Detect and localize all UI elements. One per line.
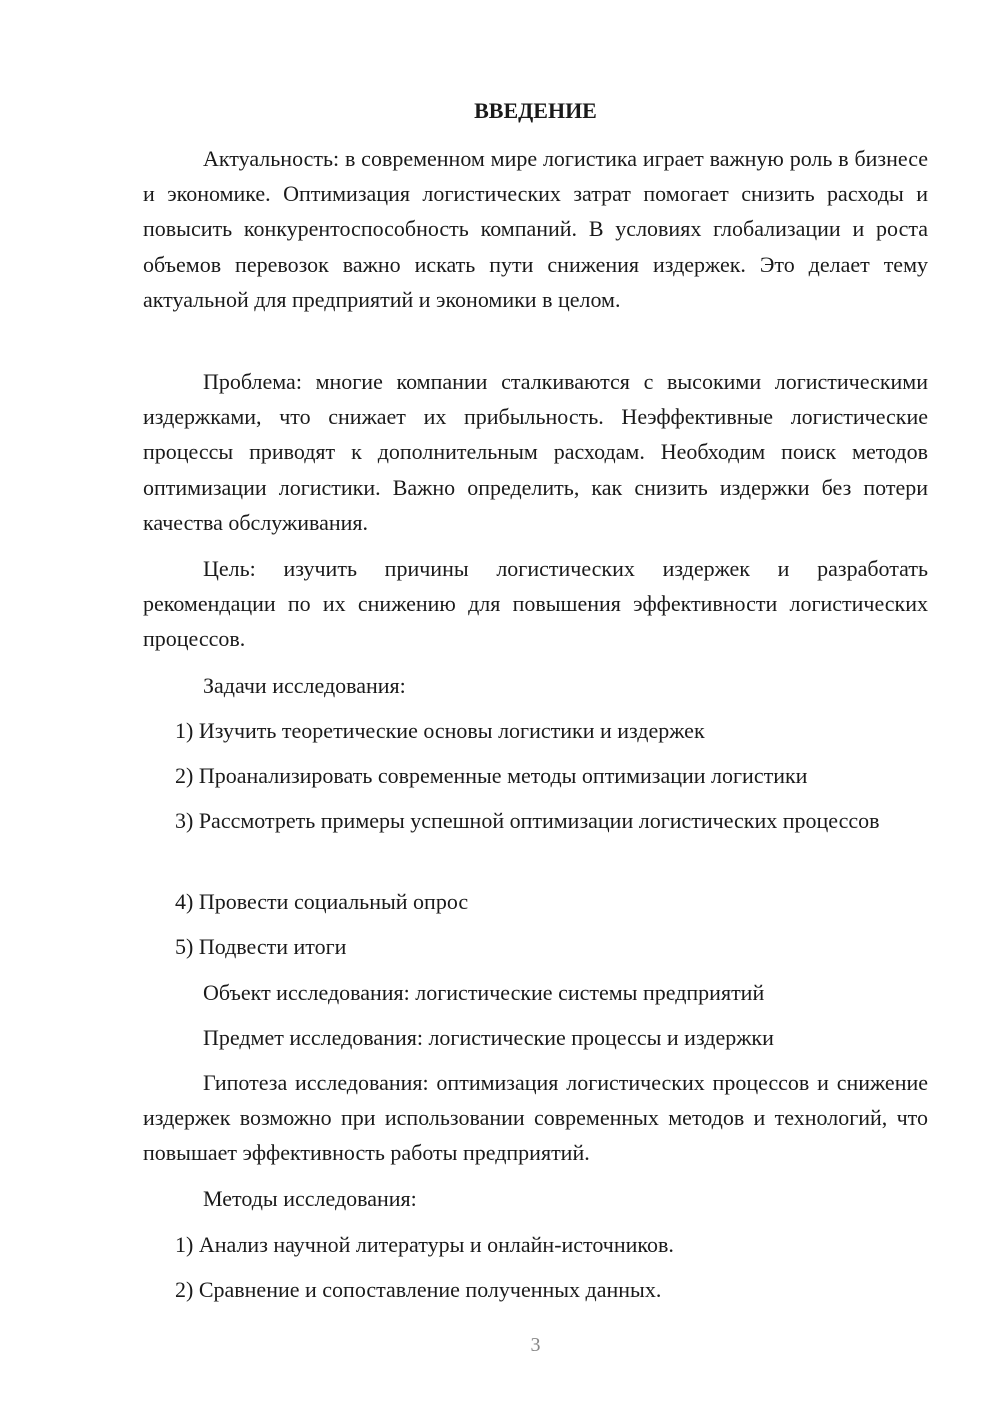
- task-item-2: 2) Проанализировать современные методы оптимизации логистики: [175, 763, 808, 788]
- task-item-5: 5) Подвести итоги: [175, 934, 347, 959]
- document-page: [143, 0, 928, 1414]
- method-item-2: 2) Сравнение и сопоставление полученных данных.: [175, 1277, 662, 1302]
- research-subject: Предмет исследования: логистические процессы и издержки: [203, 1025, 774, 1050]
- page-number: 3: [530, 1334, 541, 1356]
- relevance-paragraph: Актуальность: в современном мире логистика играет важную роль в бизнесе и экономике. Оптимизация логистических затрат помогает снизить расходы и повысить конкурентоспособность компаний. В условиях глобализации и роста объемов перевозок важно искать пути снижения издержек. Это делает тему актуальной для предприятий и экономики в целом.: [143, 146, 928, 312]
- hypothesis-paragraph: Гипотеза исследования: оптимизация логистических процессов и снижение издержек возможно при использовании современных методов и технологий, что повышает эффективность работы предприятий.: [143, 1070, 928, 1166]
- research-object: Объект исследования: логистические системы предприятий: [203, 980, 765, 1005]
- task-item-1: 1) Изучить теоретические основы логистики и издержек: [175, 718, 705, 743]
- tasks-heading: Задачи исследования:: [203, 673, 406, 698]
- problem-paragraph: Проблема: многие компании сталкиваются с высокими логистическими издержками, что снижает их прибыльность. Неэффективные логистические процессы приводят к дополнительным расходам. Необходим поиск методов оптимизации логистики. Важно определить, как снизить издержки без потери качества обслуживания.: [143, 369, 928, 535]
- method-item-1: 1) Анализ научной литературы и онлайн-источников.: [175, 1232, 674, 1257]
- task-item-4: 4) Провести социальный опрос: [175, 889, 469, 914]
- task-item-3: 3) Рассмотреть примеры успешной оптимизации логистических процессов: [175, 808, 880, 833]
- page-title: ВВЕДЕНИЕ: [474, 98, 597, 123]
- methods-heading: Методы исследования:: [203, 1186, 417, 1211]
- goal-paragraph: Цель: изучить причины логистических издержек и разработать рекомендации по их снижению для повышения эффективности логистических процессов.: [143, 556, 928, 652]
